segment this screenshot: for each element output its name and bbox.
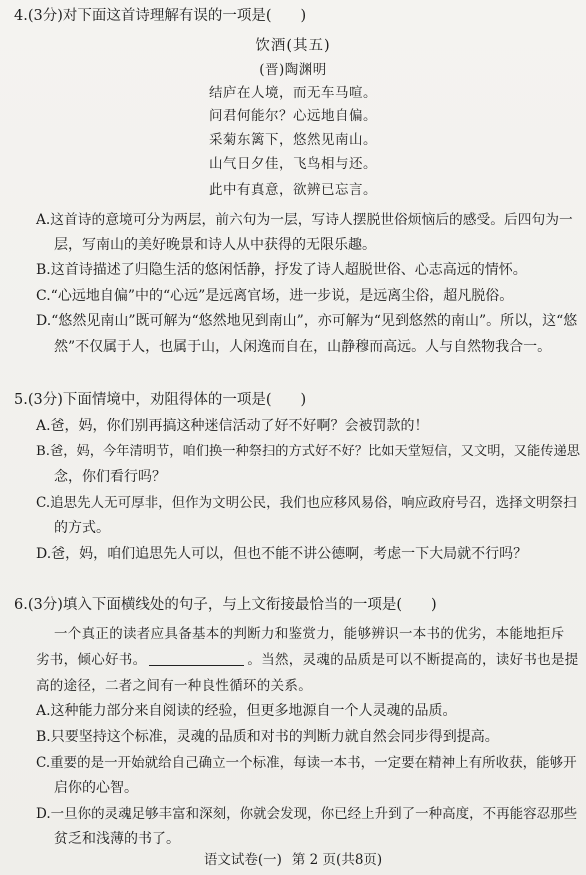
q4-option-a-line1: A.这首诗的意境可分为两层，前六句为一层，写诗人摆脱世俗烦恼后的感受。后四句为一 (36, 212, 573, 228)
question-4-stem: 4.(3分)对下面这首诗理解有误的一项是( ) (14, 8, 307, 24)
q6-option-d-line2: 贫乏和浅薄的书了。 (54, 831, 180, 847)
q6-option-c-line2: 启你的心智。 (54, 780, 138, 796)
q6-option-b: B.只要坚持这个标准，灵魂的品质和对书的判断力就自然会同步得到提高。 (36, 729, 499, 745)
q6-option-c-line1: C.重要的是一开始就给自己确立一个标准，每读一本书，一定要在精神上有所收获，能够开 (36, 755, 577, 771)
poem-line-3: 采菊东篱下，悠然见南山。 (209, 132, 377, 148)
poem-line-5: 此中有真意，欲辨已忘言。 (209, 182, 377, 198)
poem-line-4: 山气日夕佳，飞鸟相与还。 (209, 156, 377, 172)
q5-option-b-line2: 念，你们看行吗？ (54, 469, 166, 485)
q4-option-b: B.这首诗描述了归隐生活的悠闲恬静，抒发了诗人超脱世俗、心志高远的情怀。 (36, 262, 527, 278)
q6-option-a: A.这种能力部分来自阅读的经验，但更多地源自一个人灵魂的品质。 (36, 703, 457, 719)
poem-line-2: 问君何能尔？心远地自偏。 (209, 108, 377, 124)
q5-option-c-line2: 的方式。 (54, 520, 110, 536)
poem-author: (晋)陶渊明 (259, 62, 327, 78)
answer-blank (149, 651, 244, 666)
page-footer (0, 850, 586, 870)
question-5-stem: 5.(3分)下面情境中，劝阻得体的一项是( ) (14, 392, 307, 408)
q4-option-c: C.“心远地自偏”中的“心远”是远离官场，进一步说，是远离尘俗，超凡脱俗。 (36, 288, 514, 304)
poem-title: 饮酒(其五) (255, 38, 331, 54)
poem-line-1: 结庐在人境，而无车马喧。 (209, 85, 377, 101)
q5-option-b-line1: B.爸，妈，今年清明节，咱们换一种祭扫的方式好不好？比如天堂短信，又文明，又能传递思 (36, 444, 580, 459)
question-6-stem: 6.(3分)填入下面横线处的句子，与上文衔接最恰当的一项是( ) (14, 597, 437, 613)
q6-passage-line2-after: 。当然，灵魂的品质是可以不断提高的，读好书也是提 (247, 652, 579, 668)
q4-option-d-line2: 然”不仅属于人，也属于山，人闲逸而自在，山静穆而高远。人与自然物我合一。 (54, 339, 552, 355)
q5-option-d: D.爸，妈，咱们追思先人可以，但也不能不讲公德啊，考虑一下大局就不行吗？ (36, 546, 528, 562)
q6-passage-line2 (36, 650, 579, 670)
q4-option-a-line2: 层，写南山的美好晚景和诗人从中获得的无限乐趣。 (54, 237, 376, 253)
q6-passage-line2-before: 劣书，倾心好书。 (36, 652, 147, 668)
q5-option-a: A.爸，妈，你们别再搞这种迷信活动了好不好啊？会被罚款的！ (36, 418, 429, 434)
footer-page-number: 第 2 页(共8页) (291, 852, 383, 868)
q6-passage-line3: 高的途径，二者之间有一种良性循环的关系。 (36, 678, 312, 694)
q5-option-c-line1: C.追思先人无可厚非，但作为文明公民，我们也应移风易俗，响应政府号召，选择文明祭扫 (36, 495, 577, 511)
q6-passage-line1: 一个真正的读者应具备基本的判断力和鉴赏力，能够辨识一本书的优劣，本能地拒斥 (54, 626, 565, 642)
q4-option-d-line1: D.“悠然见南山”既可解为“悠然地见到南山”，亦可解为“见到悠然的南山”。所以，这“悠 (36, 313, 578, 329)
q6-option-d-line1: D.一旦你的灵魂足够丰富和深刻，你就会发现，你已经上升到了一种高度，不再能容忍那些 (36, 806, 578, 822)
footer-exam-name: 语文试卷(一) (203, 852, 282, 868)
